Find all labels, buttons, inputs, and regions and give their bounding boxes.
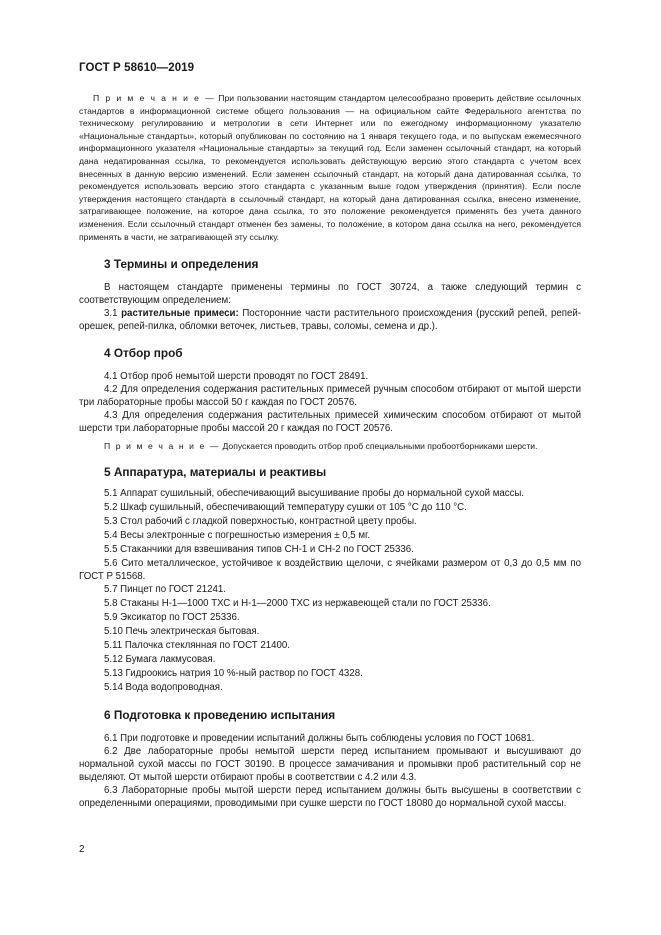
section-6-title: 6 Подготовка к проведению испытания xyxy=(104,707,336,722)
sampling-note xyxy=(79,440,581,453)
term-definition xyxy=(79,307,581,333)
item-5-1: 5.1 Аппарат сушильный, обеспечивающий высушивание пробы до нормальной сухой массы. xyxy=(104,487,525,499)
page-number: 2 xyxy=(79,844,85,855)
item-5-7: 5.7 Пинцет по ГОСТ 21241. xyxy=(104,583,226,595)
term-number: 3.1 xyxy=(104,308,118,320)
page-content xyxy=(79,92,581,810)
item-5-13: 5.13 Гидроокись натрия 10 %-ный раствор по ГОСТ 4328. xyxy=(104,667,363,679)
para-4-3: 4.3 Для определения содержания растительных примесей химическим способом отбирают от мытой шерсти три лабораторные пробы массой 20 г каждая по ГОСТ 20576. xyxy=(79,409,581,434)
item-5-12: 5.12 Бумага лакмусовая. xyxy=(104,653,216,665)
term-name: растительные примеси: xyxy=(121,308,239,320)
section-3-intro: В настоящем стандарте применены термины по ГОСТ 30724, а также следующий термин с соответствующим определением: xyxy=(79,282,581,307)
para-4-1: 4.1 Отбор проб немытой шерсти проводят по ГОСТ 28491. xyxy=(104,370,369,382)
section-3-title: 3 Термины и определения xyxy=(104,257,259,272)
para-4-2: 4.2 Для определения содержания растительных примесей ручным способом отбирают от мытой шерсти три лабораторные пробы массой 50 г каждая по ГОСТ 20576. xyxy=(79,383,581,408)
note-label: П р и м е ч а н и е — xyxy=(104,440,221,451)
term-def: Посторонние части растительного происхождения (русский репей, репей-орешек, репей-пилка, обломки веточек, листьев, травы, соломы, семена и др.). xyxy=(79,308,581,333)
para-6-2: 6.2 Две лабораторные пробы немытой шерсти перед испытанием промывают и высушивают до нормальной сухой массы по ГОСТ 30190. В процессе замачивания и промывки проб растительный сор не выделяют. От мытой шерсти отбирают пробы в соответствии с 4.2 или 4.3. xyxy=(79,745,581,783)
note-text: Допускается проводить отбор проб специальными пробоотборниками шерсти. xyxy=(222,440,538,451)
item-5-5: 5.5 Стаканчики для взвешивания типов СН-1 и СН-2 по ГОСТ 25336. xyxy=(104,543,414,555)
para-6-3: 6.3 Лабораторные пробы мытой шерсти перед испытанием должны быть высушены в соответствии с определенными операциями, проводимыми при сушке шерсти по ГОСТ 18080 до нормальной сухой массы. xyxy=(79,784,581,810)
section-5-title: 5 Аппаратура, материалы и реактивы xyxy=(104,464,327,479)
note-label: П р и м е ч а н и е — xyxy=(93,93,216,103)
note-text: При пользовании настоящим стандартом целесообразно проверить действие ссылочных стандартов в информационной системе общего пользования — на официальном сайте Федерального агентства по техническому регулированию и метрологии в сети Интернет или по ежегодному информационному указателю «Национальные стандарты», который опубликован по состоянию на 1 января текущего года, и по выпускам ежемесячного информационного указателя «Национальные стандарты» за текущий год. Если заменен ссылочный стандарт, на который дана недатированная ссылка, то рекомендуется использовать действующую версию этого стандарта с учетом всех внесенных в данную версию изменений. Если заменен ссылочный стандарт, на который дана датированная ссылка, то рекомендуется использовать версию этого стандарта с указанным выше годом утверждения (принятия). Если после утверждения настоящего стандарта в ссылочный стандарт, на который дана датированная ссылка, внесено изменение, затрагивающее положение, на которое дана ссылка, то это положение рекомендуется применять без учета данного изменения. Если ссылочный стандарт отменен без замены, то положение, в котором дана ссылка на него, рекомендуется применять в части, не затрагивающей эту ссылку. xyxy=(79,93,581,242)
item-5-4: 5.4 Весы электронные с погрешностью измерения ± 0,5 мг. xyxy=(104,529,371,541)
item-5-2: 5.2 Шкаф сушильный, обеспечивающий температуру сушки от 105 °С до 110 °С. xyxy=(104,501,467,513)
item-5-8: 5.8 Стаканы Н-1—1000 ТХС и Н-1—2000 ТХС из нержавеющей стали по ГОСТ 25336. xyxy=(104,597,491,609)
item-5-9: 5.9 Эксикатор по ГОСТ 25336. xyxy=(104,611,240,623)
section-4-title: 4 Отбор проб xyxy=(104,345,183,360)
item-5-3: 5.3 Стол рабочий с гладкой поверхностью, контрастной цвету пробы. xyxy=(104,515,417,527)
document-code-header: ГОСТ Р 58610—2019 xyxy=(79,62,195,74)
references-note xyxy=(79,92,581,243)
item-5-6: 5.6 Сито металлическое, устойчивое к воздействию щелочи, с ячейками размером от 0,3 до 0,5 мм по ГОСТ Р 51568. xyxy=(79,557,581,582)
item-5-10: 5.10 Печь электрическая бытовая. xyxy=(104,625,260,637)
para-6-1: 6.1 При подготовке и проведении испытаний должны быть соблюдены условия по ГОСТ 10681. xyxy=(104,732,535,744)
item-5-11: 5.11 Палочка стеклянная по ГОСТ 21400. xyxy=(104,639,290,651)
item-5-14: 5.14 Вода водопроводная. xyxy=(104,681,223,693)
